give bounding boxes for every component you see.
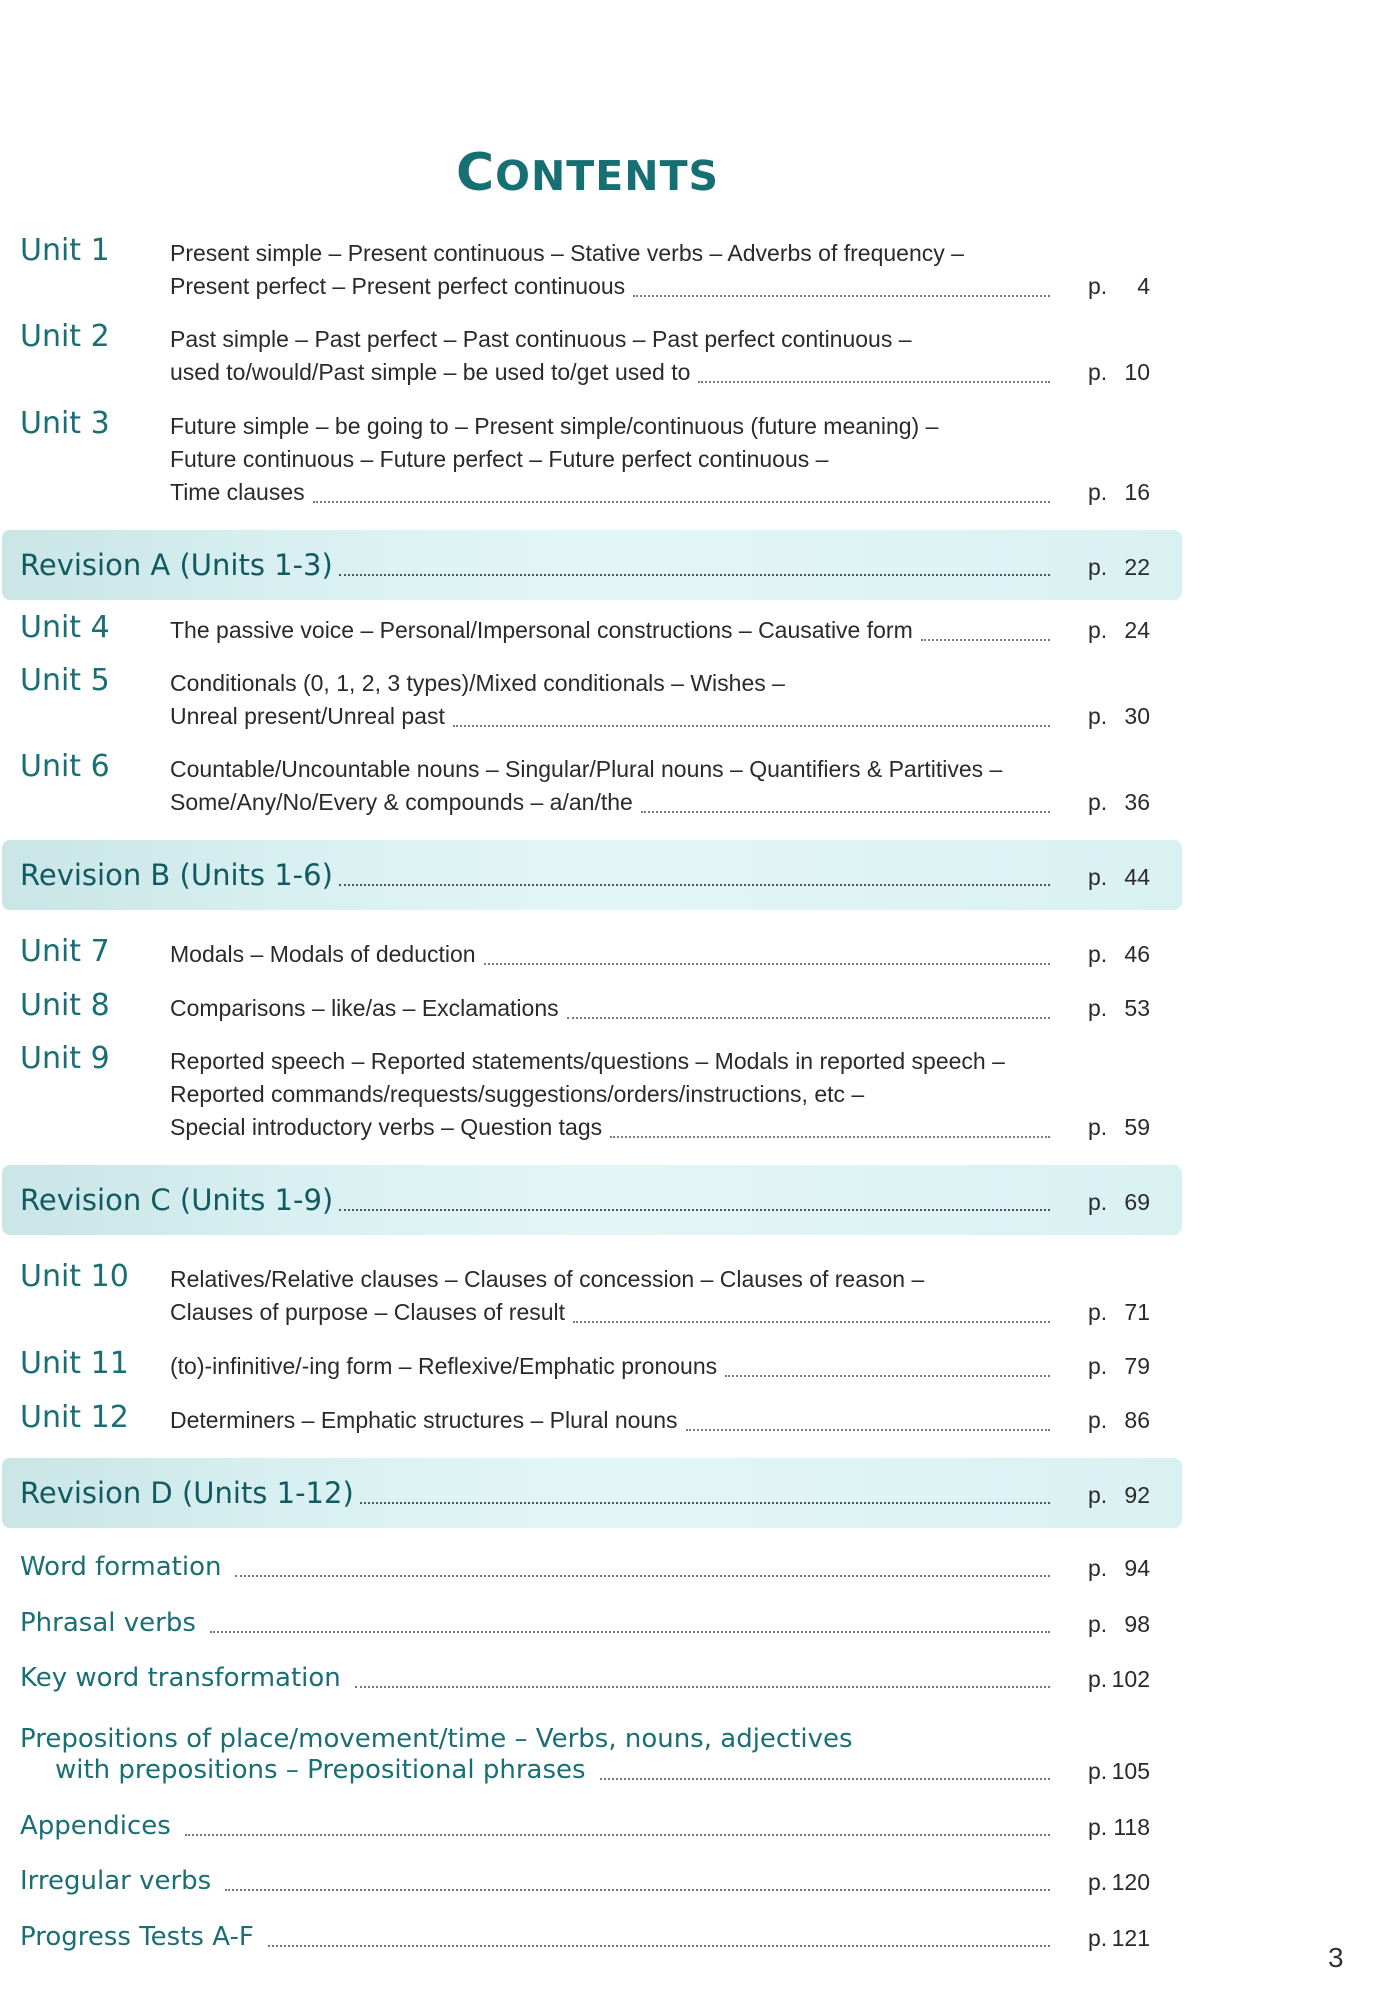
unit-description: Reported commands/requests/suggestions/orders/instructions, etc – [170,1081,865,1107]
toc-row[interactable]: with prepositions – Prepositional phrases [55,1755,1064,1785]
leader-dots [185,1828,1050,1836]
page-ref: p. 121 [1088,1925,1150,1951]
leader-dots [641,805,1050,813]
page-ref: p. 10 [1088,359,1150,385]
leader-dots [921,633,1050,641]
leader-dots [339,568,1050,576]
unit-label: Unit 3 [20,406,110,441]
leader-dots [573,1315,1050,1323]
unit-label: Unit 9 [20,1041,110,1076]
toc-row[interactable]: Word formation [20,1552,1064,1582]
unit-label: Unit 10 [20,1259,129,1294]
toc-row[interactable]: Key word transformation [20,1663,1064,1693]
toc-row[interactable]: Modals – Modals of deduction [170,941,1064,968]
unit-label: Unit 1 [20,233,110,268]
revision-row[interactable]: Revision A (Units 1-3) [20,548,1064,582]
unit-label: Unit 12 [20,1400,129,1435]
toc-row[interactable]: Progress Tests A-F [20,1922,1064,1952]
unit-description: Past simple – Past perfect – Past continuous – Past perfect continuous – [170,326,912,352]
leader-dots [484,957,1050,965]
page-ref: p. 53 [1088,995,1150,1021]
toc-row[interactable]: Determiners – Emphatic structures – Plural nouns [170,1407,1064,1434]
leader-dots [698,375,1050,383]
page-ref: p. 118 [1088,1814,1150,1840]
unit-label: Unit 2 [20,319,110,354]
unit-description: Future continuous – Future perfect – Future perfect continuous – [170,446,829,472]
unit-label: Unit 8 [20,988,110,1023]
page-ref: p. 94 [1088,1555,1150,1581]
leader-dots [600,1772,1050,1780]
page-ref: p. 22 [1088,554,1150,580]
unit-description: Present simple – Present continuous – Stative verbs – Adverbs of frequency – [170,240,964,266]
leader-dots [453,719,1050,727]
toc-row[interactable]: (to)-infinitive/-ing form – Reflexive/Emphatic pronouns [170,1353,1064,1380]
page-ref: p. 4 [1088,273,1150,299]
toc-row[interactable]: Comparisons – like/as – Exclamations [170,995,1064,1022]
leader-dots [360,1496,1050,1504]
leader-dots [210,1625,1050,1633]
unit-description: Relatives/Relative clauses – Clauses of concession – Clauses of reason – [170,1266,925,1292]
unit-label: Unit 5 [20,663,110,698]
unit-description: Conditionals (0, 1, 2, 3 types)/Mixed conditionals – Wishes – [170,670,785,696]
toc-row[interactable]: Appendices [20,1811,1064,1841]
revision-row[interactable]: Revision D (Units 1-12) [20,1476,1064,1510]
unit-label: Unit 7 [20,934,110,969]
page-ref: p. 71 [1088,1299,1150,1325]
leader-dots [567,1011,1050,1019]
leader-dots [268,1939,1050,1947]
unit-description: Reported speech – Reported statements/questions – Modals in reported speech – [170,1048,1005,1074]
toc-row[interactable]: Unreal present/Unreal past [170,703,1064,730]
page-ref: p. 30 [1088,703,1150,729]
leader-dots [313,495,1050,503]
page-ref: p. 24 [1088,617,1150,643]
unit-description: Countable/Uncountable nouns – Singular/Plural nouns – Quantifiers & Partitives – [170,756,1003,782]
page-ref: p. 105 [1088,1758,1150,1784]
page-ref: p. 120 [1088,1869,1150,1895]
toc-row[interactable]: Irregular verbs [20,1866,1064,1896]
page-ref: p. 46 [1088,941,1150,967]
page-ref: p. 16 [1088,479,1150,505]
page-ref: p. 79 [1088,1353,1150,1379]
page-title: CONTENTS [455,142,720,203]
leader-dots [339,1203,1050,1211]
toc-row[interactable]: Clauses of purpose – Clauses of result [170,1299,1064,1326]
toc-row[interactable]: used to/would/Past simple – be used to/get used to [170,359,1064,386]
unit-label: Unit 6 [20,749,110,784]
revision-row[interactable]: Revision B (Units 1-6) [20,858,1064,892]
leader-dots [235,1569,1050,1577]
page-ref: p. 102 [1088,1666,1150,1692]
page-ref: p. 36 [1088,789,1150,815]
toc-row[interactable]: The passive voice – Personal/Impersonal constructions – Causative form [170,617,1064,644]
leader-dots [686,1423,1051,1431]
page-ref: p. 86 [1088,1407,1150,1433]
toc-row[interactable]: Time clauses [170,479,1064,506]
unit-label: Unit 11 [20,1346,129,1381]
leader-dots [355,1680,1050,1688]
page-ref: p. 92 [1088,1482,1150,1508]
page-ref: p. 44 [1088,864,1150,890]
revision-row[interactable]: Revision C (Units 1-9) [20,1183,1064,1217]
unit-label: Unit 4 [20,610,110,645]
page-ref: p. 69 [1088,1189,1150,1215]
page-ref: p. 98 [1088,1611,1150,1637]
page-number: 3 [1328,1942,1344,1973]
leader-dots [610,1130,1050,1138]
page-ref: p. 59 [1088,1114,1150,1140]
leader-dots [725,1369,1050,1377]
leader-dots [633,289,1050,297]
toc-row[interactable]: Present perfect – Present perfect continuous [170,273,1064,300]
unit-description: Future simple – be going to – Present simple/continuous (future meaning) – [170,413,939,439]
toc-row[interactable]: Special introductory verbs – Question tags [170,1114,1064,1141]
toc-heading: Prepositions of place/movement/time – Verbs, nouns, adjectives [20,1724,853,1754]
toc-row[interactable]: Some/Any/No/Every & compounds – a/an/the [170,789,1064,816]
leader-dots [225,1883,1050,1891]
leader-dots [339,878,1050,886]
toc-row[interactable]: Phrasal verbs [20,1608,1064,1638]
